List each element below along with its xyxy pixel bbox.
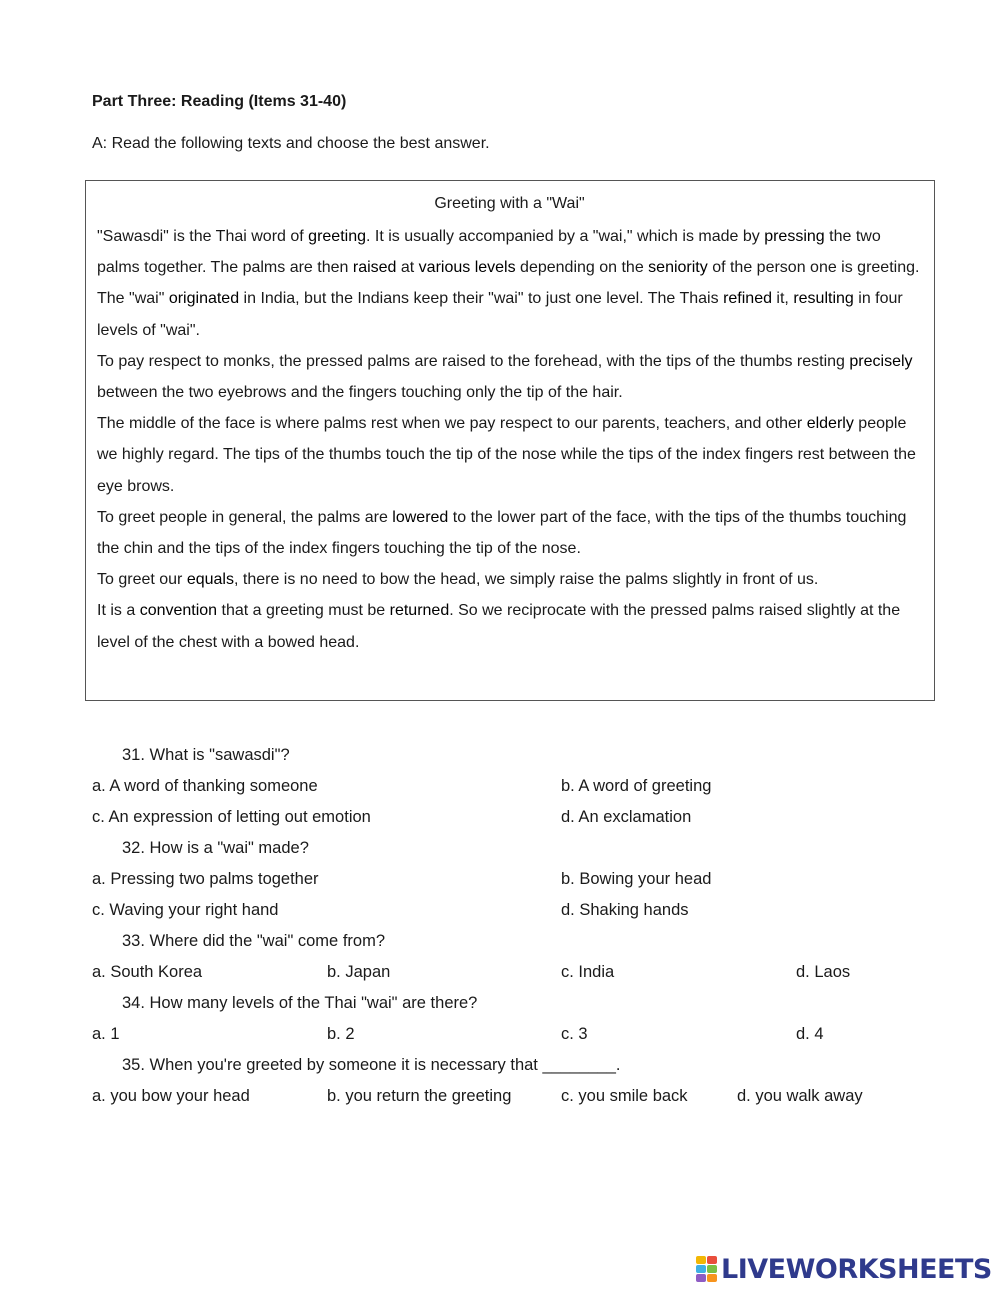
q33-option-b[interactable]: b. Japan <box>327 963 391 981</box>
options-row <box>92 1081 972 1112</box>
highlighted-vocab-word: greeting <box>308 228 366 245</box>
question-33-stem: 33. Where did the "wai" come from? <box>122 932 385 950</box>
options-row <box>92 771 972 802</box>
q33-option-a[interactable]: a. South Korea <box>92 963 203 981</box>
passage-text: "Sawasdi" is the Thai word of <box>97 228 309 245</box>
section-title: Part Three: Reading (Items 31-40) <box>92 93 347 110</box>
q31-option-d[interactable]: d. An exclamation <box>561 808 692 826</box>
logo-square <box>696 1256 706 1264</box>
passage-text: To greet people in general, the palms are <box>97 508 393 526</box>
q34-option-c[interactable]: c. 3 <box>561 1025 588 1043</box>
logo-square <box>707 1274 717 1282</box>
options-row <box>92 895 972 926</box>
passage-text: To pay respect to monks, the pressed palms are raised to the forehead, with the tips of the thumbs resting <box>97 352 850 370</box>
question-stem-row <box>92 926 972 957</box>
passage-text: it, <box>771 290 794 308</box>
passage-paragraph <box>97 564 922 595</box>
q35-option-d[interactable]: d. you walk away <box>737 1087 863 1105</box>
highlighted-vocab-word: returned <box>389 602 450 620</box>
passage-text: in India, but the Indians keep their "wai" to just one level. The Thais <box>239 290 724 308</box>
logo-square <box>707 1265 717 1273</box>
q32-option-c[interactable]: c. Waving your right hand <box>92 901 279 919</box>
passage-text: . So we reciprocate with the pressed palms raised slightly at the level of the chest with a bowed head. <box>97 602 901 651</box>
question-32-stem: 32. How is a "wai" made? <box>122 839 309 857</box>
passage-paragraph <box>97 346 922 408</box>
logo-text: LIVEWORKSHEETS <box>721 1253 992 1285</box>
passage-text: to the lower part of the face, with the tips of the thumbs touching the chin and the tips of the index fingers touching the tip of the nose. <box>97 508 907 558</box>
q35-option-c[interactable]: c. you smile back <box>561 1087 688 1105</box>
highlighted-vocab-word: pressing <box>764 228 825 245</box>
q31-option-a[interactable]: a. A word of thanking someone <box>92 777 318 795</box>
highlighted-vocab-word: seniority <box>648 259 708 277</box>
passage-text: The "wai" <box>97 290 169 308</box>
highlighted-vocab-word: lowered <box>392 508 449 526</box>
options-row <box>92 864 972 895</box>
highlighted-vocab-word: resulting <box>793 290 854 308</box>
passage-text: the two palms together. The palms are then <box>97 228 881 277</box>
reading-passage-box <box>85 180 935 701</box>
highlighted-vocab-word: equals <box>186 571 234 589</box>
passage-text: It is a <box>97 602 140 620</box>
highlighted-vocab-word: raised <box>352 259 397 277</box>
highlighted-vocab-word: various levels <box>418 259 516 277</box>
options-row <box>92 957 972 988</box>
question-stem-row <box>92 740 972 771</box>
q34-option-d[interactable]: d. 4 <box>796 1025 824 1043</box>
question-stem-row <box>92 1050 972 1081</box>
q32-option-b[interactable]: b. Bowing your head <box>561 870 712 888</box>
highlighted-vocab-word: refined <box>723 290 772 308</box>
question-stem-row <box>92 988 972 1019</box>
passage-paragraph <box>97 595 922 657</box>
options-row <box>92 802 972 833</box>
passage-text: To greet our <box>97 571 187 589</box>
logo-square <box>696 1274 706 1282</box>
question-34-stem: 34. How many levels of the Thai "wai" are there? <box>122 994 478 1012</box>
q34-option-b[interactable]: b. 2 <box>327 1025 355 1043</box>
passage-paragraph <box>97 283 922 345</box>
passage-title: Greeting with a "Wai" <box>434 195 585 212</box>
questions-section <box>92 740 972 1112</box>
passage-text: depending on the <box>515 259 649 277</box>
passage-text: between the two eyebrows and the fingers touching only the tip of the hair. <box>97 384 623 402</box>
highlighted-vocab-word: precisely <box>849 352 913 370</box>
passage-text: of the person one is greeting. <box>707 259 920 277</box>
q33-option-d[interactable]: d. Laos <box>796 963 851 981</box>
question-35-stem: 35. When you're greeted by someone it is necessary that ________. <box>122 1056 621 1074</box>
passage-text: that a greeting must be <box>217 602 390 620</box>
passage-paragraph <box>97 221 922 283</box>
highlighted-vocab-word: originated <box>168 290 240 308</box>
passage-text: at <box>396 259 419 277</box>
passage-body <box>97 221 922 658</box>
q31-option-b[interactable]: b. A word of greeting <box>561 777 712 795</box>
logo-square <box>707 1256 717 1264</box>
options-row <box>92 1019 972 1050</box>
question-stem-row <box>92 833 972 864</box>
passage-text: in four levels of "wai". <box>97 290 903 339</box>
highlighted-vocab-word: elderly <box>806 415 854 433</box>
instruction: A: Read the following texts and choose the best answer. <box>92 135 490 152</box>
highlighted-vocab-word: convention <box>139 602 218 620</box>
q34-option-a[interactable]: a. 1 <box>92 1025 120 1043</box>
liveworksheets-logo <box>696 1254 992 1284</box>
passage-text: The middle of the face is where palms rest when we pay respect to our parents, teachers, and other <box>97 415 807 433</box>
q32-option-d[interactable]: d. Shaking hands <box>561 901 689 919</box>
q31-option-c[interactable]: c. An expression of letting out emotion <box>92 808 371 826</box>
passage-paragraph <box>97 408 922 502</box>
q35-option-a[interactable]: a. you bow your head <box>92 1087 250 1105</box>
q33-option-c[interactable]: c. India <box>561 963 615 981</box>
logo-grid-icon <box>696 1256 717 1282</box>
passage-text: people we highly regard. The tips of the thumbs touch the tip of the nose while the tips of the index fingers rest between the eye brows. <box>97 415 916 495</box>
passage-paragraph <box>97 502 922 564</box>
q35-option-b[interactable]: b. you return the greeting <box>327 1087 512 1105</box>
passage-text: , there is no need to bow the head, we simply raise the palms slightly in front of us. <box>233 571 819 589</box>
logo-square <box>696 1265 706 1273</box>
passage-text: . It is usually accompanied by a "wai," which is made by <box>366 228 765 245</box>
q32-option-a[interactable]: a. Pressing two palms together <box>92 870 319 888</box>
question-31-stem: 31. What is "sawasdi"? <box>122 746 290 764</box>
